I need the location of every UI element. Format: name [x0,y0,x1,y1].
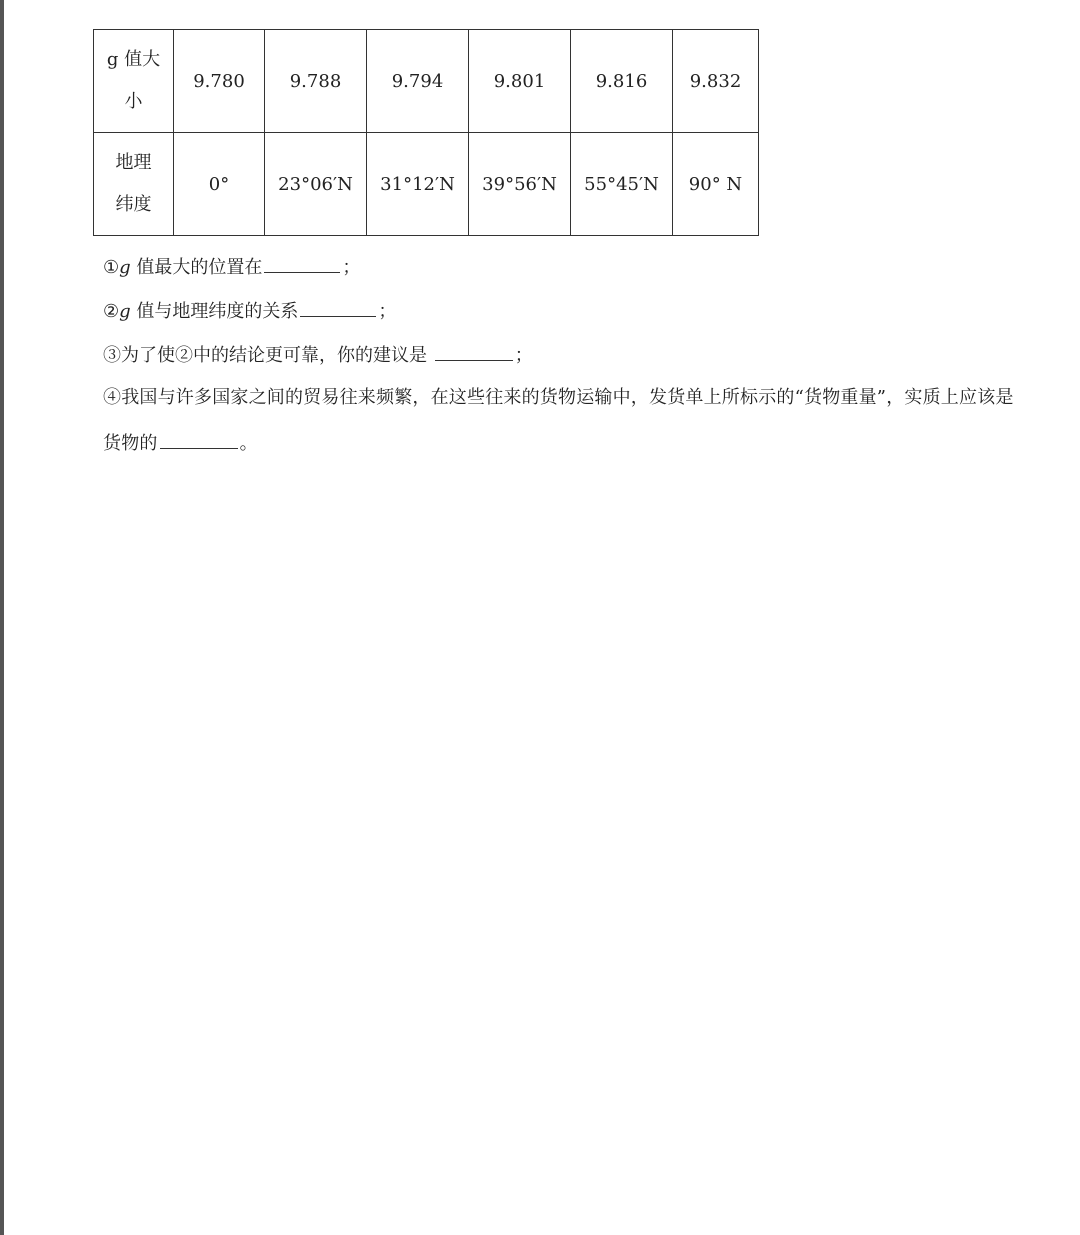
question-1 [103,244,1033,288]
q2-answer-blank[interactable] [300,288,376,317]
gravity-latitude-table [93,29,759,236]
q2-prefix: ② [103,301,120,322]
q1-suffix: ； [342,257,361,278]
table-cell: 9.832 [673,30,759,133]
q1-answer-blank[interactable] [264,244,340,273]
table-header-latitude [94,133,174,236]
q1-prefix: ① [103,257,120,278]
table-cell: 9.816 [571,30,673,133]
q2-variable: g [119,301,131,322]
table-row-g-value [94,30,759,133]
table-cell: 90° N [673,133,759,236]
header-g-line2: 小 [124,91,143,112]
header-latitude-line2: 纬度 [115,194,152,215]
q2-text: 值与地理纬度的关系 [130,301,299,322]
table-cell: 9.788 [265,30,367,133]
question-4 [103,376,1028,454]
table-cell: 31°12′N [367,133,469,236]
question-3 [103,332,1033,376]
header-g-line1: g 值大 [106,49,161,70]
table-cell: 39°56′N [469,133,571,236]
table-cell: 9.794 [367,30,469,133]
table-cell: 9.801 [469,30,571,133]
q3-answer-blank[interactable] [435,332,513,361]
q4-text: ④我国与许多国家之间的贸易往来频繁，在这些往来的货物运输中，发货单上所标示的“货物重量”，实质上应该是货物的 [103,387,1014,454]
q4-suffix: 。 [239,433,258,454]
table-cell: 55°45′N [571,133,673,236]
q3-text: ③为了使②中的结论更可靠，你的建议是 [103,345,433,366]
table-cell: 0° [174,133,265,236]
q4-answer-blank[interactable] [160,420,238,449]
q1-text: 值最大的位置在 [130,257,263,278]
header-latitude-line1: 地理 [115,152,152,173]
table-header-g-value [94,30,174,133]
question-2 [103,288,1033,332]
q2-suffix: ； [378,301,397,322]
table-row-latitude [94,133,759,236]
q1-variable: g [119,257,131,278]
question-list [103,244,1033,454]
table-cell: 23°06′N [265,133,367,236]
q3-suffix: ； [514,345,533,366]
table-cell: 9.780 [174,30,265,133]
